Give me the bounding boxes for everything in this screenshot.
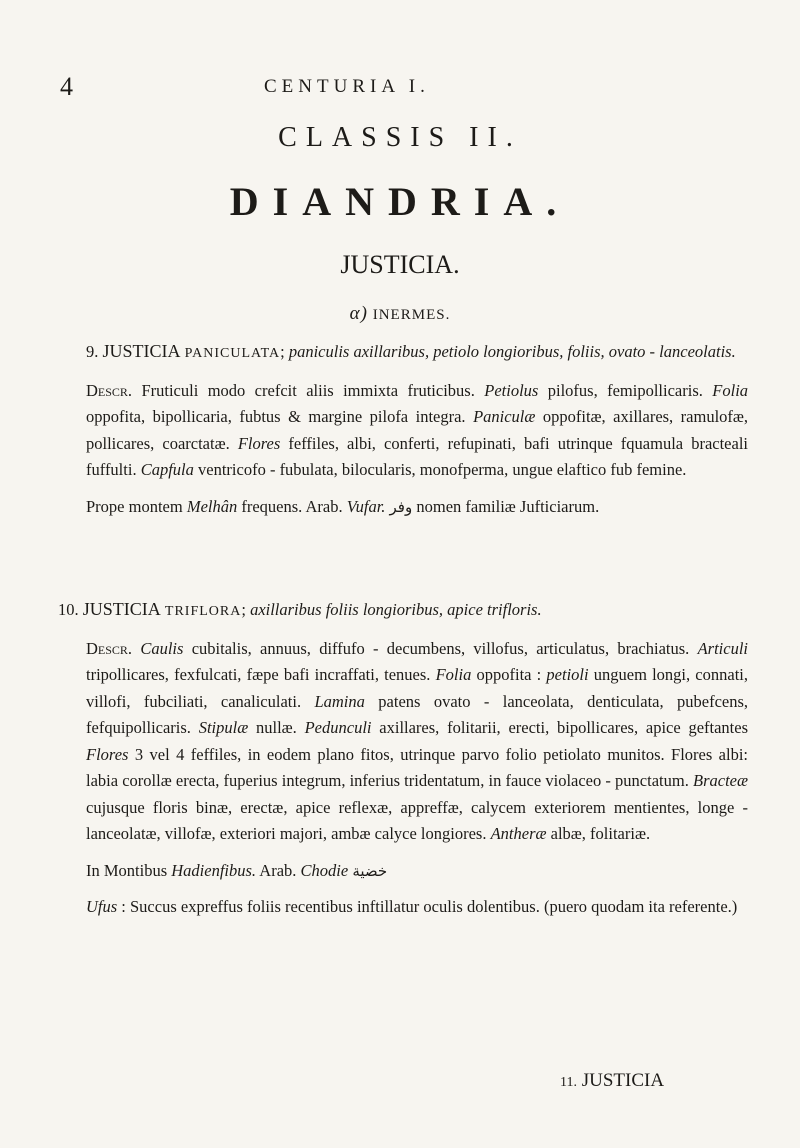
species-epithet: TRIFLORA (164, 604, 242, 619)
species-genus: JUSTICIA (102, 341, 181, 361)
descr-text: patens ovato - lanceolata, denticulata, pubefcens, fefquipollicaris. (86, 691, 749, 737)
usus-label: Ufus (86, 897, 118, 916)
term-label: petioli (546, 665, 589, 684)
separator: ; (280, 342, 285, 361)
term-label: Flores (86, 744, 129, 764)
term-label: Petiolus (484, 380, 539, 400)
descr-text: oppofita : (476, 665, 542, 684)
diagnosis-text: axillaribus foliis longioribus, apice trifloris. (250, 600, 542, 619)
order-heading: DIANDRIA. (229, 179, 571, 224)
descr-text: oppofita, bipollicaria, fubtus & margine pilofa integra. (86, 407, 466, 426)
term-label: Flores (237, 433, 281, 453)
descr-text: nullæ. (256, 718, 297, 737)
descr-text: Fruticuli modo crefcit aliis immixta fruticibus. (141, 380, 475, 400)
species-10-diagnosis (58, 596, 748, 626)
habitat-place: Hadienfibus. (171, 860, 257, 880)
descr-text: unguem longi, connati, villofi, fubciliati, canaliculati. (86, 665, 748, 711)
descr-text: feffiles, albi, conferti, refupinati, bafi utrinque fquamula bracteali fuffulti. (86, 433, 748, 479)
species-10-usus (58, 894, 748, 921)
habitat-place: Melhân (186, 496, 238, 516)
catchword (560, 1070, 664, 1092)
habitat-text: frequens. Arab. (241, 496, 343, 516)
descr-text: tripollicares, fexfulcati, fæpe bafi incraffati, tenues. (86, 665, 431, 684)
descr-text: albæ, folitariæ. (550, 824, 651, 843)
section-letter: α) (349, 303, 368, 324)
arabic-name: Chodie (300, 860, 349, 880)
term-label: Stipulæ (198, 718, 249, 737)
species-number: 9. (86, 342, 99, 361)
term-label: Folia (712, 380, 749, 400)
term-label: Bracteæ (693, 771, 748, 790)
usus-text: : Succus expreffus foliis recentibus inftillatur oculis dolentibus. (puero quodam ita referente.) (121, 897, 738, 916)
genus-heading: JUSTICIA. (340, 250, 460, 279)
catchword-text: JUSTICIA (581, 1070, 665, 1091)
section-heading (0, 303, 800, 325)
descr-text: cujusque floris binæ, erectæ, apice reflexæ, appreffæ, calycem exteriorem mentientes, longe - lanceolatæ, villofæ, exteriori majori, ambæ calyce longiores. (86, 797, 748, 843)
species-9-description (58, 378, 748, 484)
habitat-text: In Montibus (86, 860, 168, 880)
diagnosis-text: paniculis axillaribus, petiolo longioribus, foliis, ovato - lanceolatis. (288, 342, 736, 361)
term-label: Capfula (140, 460, 194, 479)
term-label: Pedunculi (304, 718, 372, 737)
catchword-number: 11. (560, 1075, 577, 1090)
page-number: 4 (60, 72, 73, 101)
section-name: INERMES. (372, 307, 451, 323)
arabic-name: Vufar. (346, 496, 386, 516)
species-number: 10. (58, 600, 79, 619)
term-label: Lamina (314, 691, 365, 711)
descr-label: Descr. (86, 380, 133, 400)
separator: ; (241, 600, 246, 619)
descr-text: pilofus, femipollicaris. (547, 380, 703, 400)
descr-text: axillares, folitarii, erecti, bipollicares, apice geftantes (379, 718, 749, 737)
species-genus: JUSTICIA (82, 599, 161, 619)
species-epithet: PANICULATA (184, 346, 281, 361)
term-label: Caulis (140, 638, 184, 658)
habitat-text: Prope montem (86, 496, 183, 516)
descr-text: ventricofo - fubulata, bilocularis, monofperma, ungue elaftico fub femine. (198, 460, 687, 479)
term-label: Paniculæ (473, 407, 536, 426)
term-label: Antheræ (490, 824, 547, 843)
term-label: Articuli (697, 638, 748, 658)
arabic-script: وفر (389, 497, 413, 516)
descr-text: oppofitæ, axillares, ramulofæ, pollicares, coarctatæ. (86, 407, 749, 453)
arabic-script: خضية (352, 861, 388, 880)
habitat-text: Arab. (259, 860, 297, 880)
species-10-entry (58, 596, 748, 921)
descr-label: Descr. (86, 638, 133, 658)
class-heading: CLASSIS II. (278, 122, 522, 153)
species-10-habitat (58, 858, 748, 885)
term-label: Folia (435, 665, 472, 684)
descr-text: 3 vel 4 feffiles, in eodem plano fitos, utrinque parvo folio petiolato munitos. Flores albi: labia corollæ erecta, fuperius integrum, inferius tridentatum, in fauce violaceo - punctatum. (86, 744, 748, 790)
running-head: CENTURIA I. (264, 76, 430, 97)
species-9-entry (58, 338, 748, 520)
species-10-description (58, 636, 748, 848)
habitat-text: nomen familiæ Jufticiarum. (416, 496, 600, 516)
descr-text: cubitalis, annuus, diffufo - decumbens, villofus, articulatus, brachiatus. (191, 638, 690, 658)
species-9-habitat (58, 494, 748, 521)
species-9-diagnosis (58, 338, 748, 368)
